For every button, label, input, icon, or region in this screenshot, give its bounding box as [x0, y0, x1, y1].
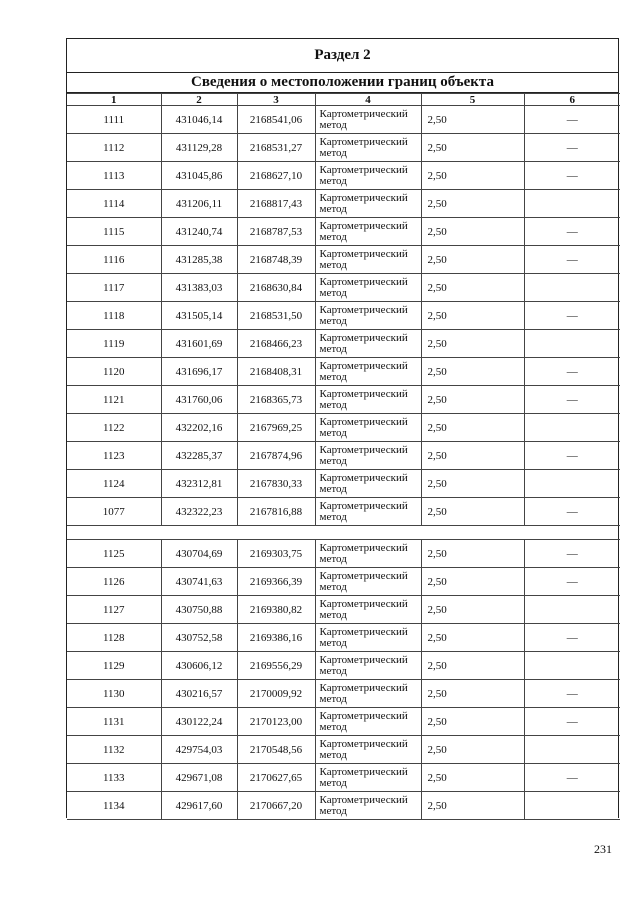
table-title: Сведения о местоположении границ объекта [67, 73, 618, 93]
method-cell: Картометрический метод [315, 540, 421, 568]
method-cell: Картометрический метод [315, 106, 421, 134]
x-coordinate-cell: 432202,16 [161, 414, 237, 442]
x-coordinate-cell: 432322,23 [161, 498, 237, 526]
note-cell [524, 190, 620, 218]
table-row [67, 764, 620, 792]
point-cell: 1128 [67, 624, 161, 652]
note-cell: — [524, 540, 620, 568]
note-cell: — [524, 302, 620, 330]
x-coordinate-cell: 430741,63 [161, 568, 237, 596]
y-coordinate-cell: 2170123,00 [237, 708, 315, 736]
y-coordinate-cell: 2169303,75 [237, 540, 315, 568]
accuracy-cell: 2,50 [421, 680, 524, 708]
point-cell: 1114 [67, 190, 161, 218]
note-cell: — [524, 498, 620, 526]
y-coordinate-cell: 2170667,20 [237, 792, 315, 820]
y-coordinate-cell: 2170009,92 [237, 680, 315, 708]
note-cell: — [524, 624, 620, 652]
note-cell: — [524, 764, 620, 792]
method-cell: Картометрический метод [315, 764, 421, 792]
note-cell [524, 736, 620, 764]
column-number: 3 [237, 94, 315, 106]
point-cell: 1111 [67, 106, 161, 134]
table-row [67, 736, 620, 764]
method-cell: Картометрический метод [315, 246, 421, 274]
point-cell: 1121 [67, 386, 161, 414]
y-coordinate-cell: 2168787,53 [237, 218, 315, 246]
point-cell: 1124 [67, 470, 161, 498]
y-coordinate-cell: 2169366,39 [237, 568, 315, 596]
point-cell: 1126 [67, 568, 161, 596]
x-coordinate-cell: 431601,69 [161, 330, 237, 358]
table-row [67, 190, 620, 218]
note-cell [524, 596, 620, 624]
table-row [67, 470, 620, 498]
table-row [67, 792, 620, 820]
table-row [67, 106, 620, 134]
method-cell: Картометрический метод [315, 624, 421, 652]
x-coordinate-cell: 431045,86 [161, 162, 237, 190]
table-row [67, 330, 620, 358]
table-row [67, 442, 620, 470]
accuracy-cell: 2,50 [421, 764, 524, 792]
point-cell: 1127 [67, 596, 161, 624]
y-coordinate-cell: 2168531,50 [237, 302, 315, 330]
method-cell: Картометрический метод [315, 792, 421, 820]
accuracy-cell: 2,50 [421, 792, 524, 820]
table-row [67, 134, 620, 162]
y-coordinate-cell: 2168531,27 [237, 134, 315, 162]
y-coordinate-cell: 2168365,73 [237, 386, 315, 414]
note-cell: — [524, 134, 620, 162]
table-row [67, 680, 620, 708]
note-cell [524, 414, 620, 442]
note-cell [524, 470, 620, 498]
table-row [67, 274, 620, 302]
x-coordinate-cell: 431285,38 [161, 246, 237, 274]
method-cell: Картометрический метод [315, 596, 421, 624]
note-cell: — [524, 442, 620, 470]
method-cell: Картометрический метод [315, 442, 421, 470]
note-cell [524, 792, 620, 820]
note-cell [524, 652, 620, 680]
y-coordinate-cell: 2168466,23 [237, 330, 315, 358]
section-title: Раздел 2 [67, 39, 618, 73]
x-coordinate-cell: 431696,17 [161, 358, 237, 386]
y-coordinate-cell: 2168748,39 [237, 246, 315, 274]
accuracy-cell: 2,50 [421, 442, 524, 470]
point-cell: 1134 [67, 792, 161, 820]
accuracy-cell: 2,50 [421, 246, 524, 274]
x-coordinate-cell: 430750,88 [161, 596, 237, 624]
x-coordinate-cell: 432285,37 [161, 442, 237, 470]
point-cell: 1113 [67, 162, 161, 190]
method-cell: Картометрический метод [315, 470, 421, 498]
method-cell: Картометрический метод [315, 218, 421, 246]
method-cell: Картометрический метод [315, 708, 421, 736]
column-number: 5 [421, 94, 524, 106]
accuracy-cell: 2,50 [421, 568, 524, 596]
point-cell: 1077 [67, 498, 161, 526]
accuracy-cell: 2,50 [421, 218, 524, 246]
accuracy-cell: 2,50 [421, 358, 524, 386]
method-cell: Картометрический метод [315, 134, 421, 162]
y-coordinate-cell: 2167874,96 [237, 442, 315, 470]
document-frame [66, 38, 619, 818]
table-row [67, 708, 620, 736]
separator-cell [67, 526, 620, 540]
point-cell: 1132 [67, 736, 161, 764]
x-coordinate-cell: 431129,28 [161, 134, 237, 162]
x-coordinate-cell: 431383,03 [161, 274, 237, 302]
x-coordinate-cell: 431760,06 [161, 386, 237, 414]
accuracy-cell: 2,50 [421, 596, 524, 624]
table-row [67, 596, 620, 624]
point-cell: 1115 [67, 218, 161, 246]
y-coordinate-cell: 2170627,65 [237, 764, 315, 792]
y-coordinate-cell: 2169380,82 [237, 596, 315, 624]
y-coordinate-cell: 2168408,31 [237, 358, 315, 386]
accuracy-cell: 2,50 [421, 274, 524, 302]
accuracy-cell: 2,50 [421, 498, 524, 526]
accuracy-cell: 2,50 [421, 302, 524, 330]
x-coordinate-cell: 430216,57 [161, 680, 237, 708]
x-coordinate-cell: 430122,24 [161, 708, 237, 736]
y-coordinate-cell: 2167816,88 [237, 498, 315, 526]
note-cell: — [524, 218, 620, 246]
x-coordinate-cell: 431240,74 [161, 218, 237, 246]
x-coordinate-cell: 430752,58 [161, 624, 237, 652]
accuracy-cell: 2,50 [421, 330, 524, 358]
accuracy-cell: 2,50 [421, 736, 524, 764]
method-cell: Картометрический метод [315, 302, 421, 330]
table-row [67, 386, 620, 414]
y-coordinate-cell: 2168630,84 [237, 274, 315, 302]
point-cell: 1112 [67, 134, 161, 162]
y-coordinate-cell: 2168627,10 [237, 162, 315, 190]
y-coordinate-cell: 2169556,29 [237, 652, 315, 680]
method-cell: Картометрический метод [315, 190, 421, 218]
point-cell: 1125 [67, 540, 161, 568]
x-coordinate-cell: 431046,14 [161, 106, 237, 134]
point-cell: 1133 [67, 764, 161, 792]
note-cell: — [524, 246, 620, 274]
x-coordinate-cell: 430704,69 [161, 540, 237, 568]
accuracy-cell: 2,50 [421, 106, 524, 134]
note-cell: — [524, 162, 620, 190]
accuracy-cell: 2,50 [421, 624, 524, 652]
method-cell: Картометрический метод [315, 386, 421, 414]
note-cell: — [524, 680, 620, 708]
y-coordinate-cell: 2168817,43 [237, 190, 315, 218]
method-cell: Картометрический метод [315, 414, 421, 442]
x-coordinate-cell: 432312,81 [161, 470, 237, 498]
table-body [67, 106, 620, 820]
method-cell: Картометрический метод [315, 652, 421, 680]
method-cell: Картометрический метод [315, 736, 421, 764]
point-cell: 1118 [67, 302, 161, 330]
method-cell: Картометрический метод [315, 568, 421, 596]
x-coordinate-cell: 431206,11 [161, 190, 237, 218]
table-row [67, 540, 620, 568]
table-row [67, 218, 620, 246]
table-row [67, 358, 620, 386]
method-cell: Картометрический метод [315, 358, 421, 386]
table-row [67, 498, 620, 526]
separator-row [67, 526, 620, 540]
column-number-row [67, 94, 620, 106]
point-cell: 1123 [67, 442, 161, 470]
x-coordinate-cell: 429754,03 [161, 736, 237, 764]
method-cell: Картометрический метод [315, 162, 421, 190]
accuracy-cell: 2,50 [421, 540, 524, 568]
note-cell: — [524, 568, 620, 596]
y-coordinate-cell: 2170548,56 [237, 736, 315, 764]
note-cell: — [524, 358, 620, 386]
y-coordinate-cell: 2167830,33 [237, 470, 315, 498]
point-cell: 1131 [67, 708, 161, 736]
accuracy-cell: 2,50 [421, 162, 524, 190]
x-coordinate-cell: 429671,08 [161, 764, 237, 792]
method-cell: Картометрический метод [315, 330, 421, 358]
table-row [67, 246, 620, 274]
accuracy-cell: 2,50 [421, 134, 524, 162]
table-row [67, 652, 620, 680]
note-cell [524, 330, 620, 358]
point-cell: 1129 [67, 652, 161, 680]
column-number: 2 [161, 94, 237, 106]
table-row [67, 414, 620, 442]
accuracy-cell: 2,50 [421, 386, 524, 414]
note-cell: — [524, 708, 620, 736]
method-cell: Картометрический метод [315, 274, 421, 302]
method-cell: Картометрический метод [315, 498, 421, 526]
accuracy-cell: 2,50 [421, 708, 524, 736]
point-cell: 1130 [67, 680, 161, 708]
column-number: 4 [315, 94, 421, 106]
note-cell [524, 274, 620, 302]
table-row [67, 162, 620, 190]
point-cell: 1122 [67, 414, 161, 442]
note-cell: — [524, 106, 620, 134]
accuracy-cell: 2,50 [421, 190, 524, 218]
accuracy-cell: 2,50 [421, 470, 524, 498]
page-number: 231 [594, 842, 612, 856]
boundary-table [67, 93, 620, 820]
column-number: 1 [67, 94, 161, 106]
table-row [67, 302, 620, 330]
y-coordinate-cell: 2169386,16 [237, 624, 315, 652]
point-cell: 1117 [67, 274, 161, 302]
accuracy-cell: 2,50 [421, 652, 524, 680]
column-number: 6 [524, 94, 620, 106]
y-coordinate-cell: 2167969,25 [237, 414, 315, 442]
note-cell: — [524, 386, 620, 414]
point-cell: 1119 [67, 330, 161, 358]
x-coordinate-cell: 429617,60 [161, 792, 237, 820]
x-coordinate-cell: 431505,14 [161, 302, 237, 330]
point-cell: 1120 [67, 358, 161, 386]
x-coordinate-cell: 430606,12 [161, 652, 237, 680]
point-cell: 1116 [67, 246, 161, 274]
accuracy-cell: 2,50 [421, 414, 524, 442]
y-coordinate-cell: 2168541,06 [237, 106, 315, 134]
table-row [67, 624, 620, 652]
table-row [67, 568, 620, 596]
method-cell: Картометрический метод [315, 680, 421, 708]
